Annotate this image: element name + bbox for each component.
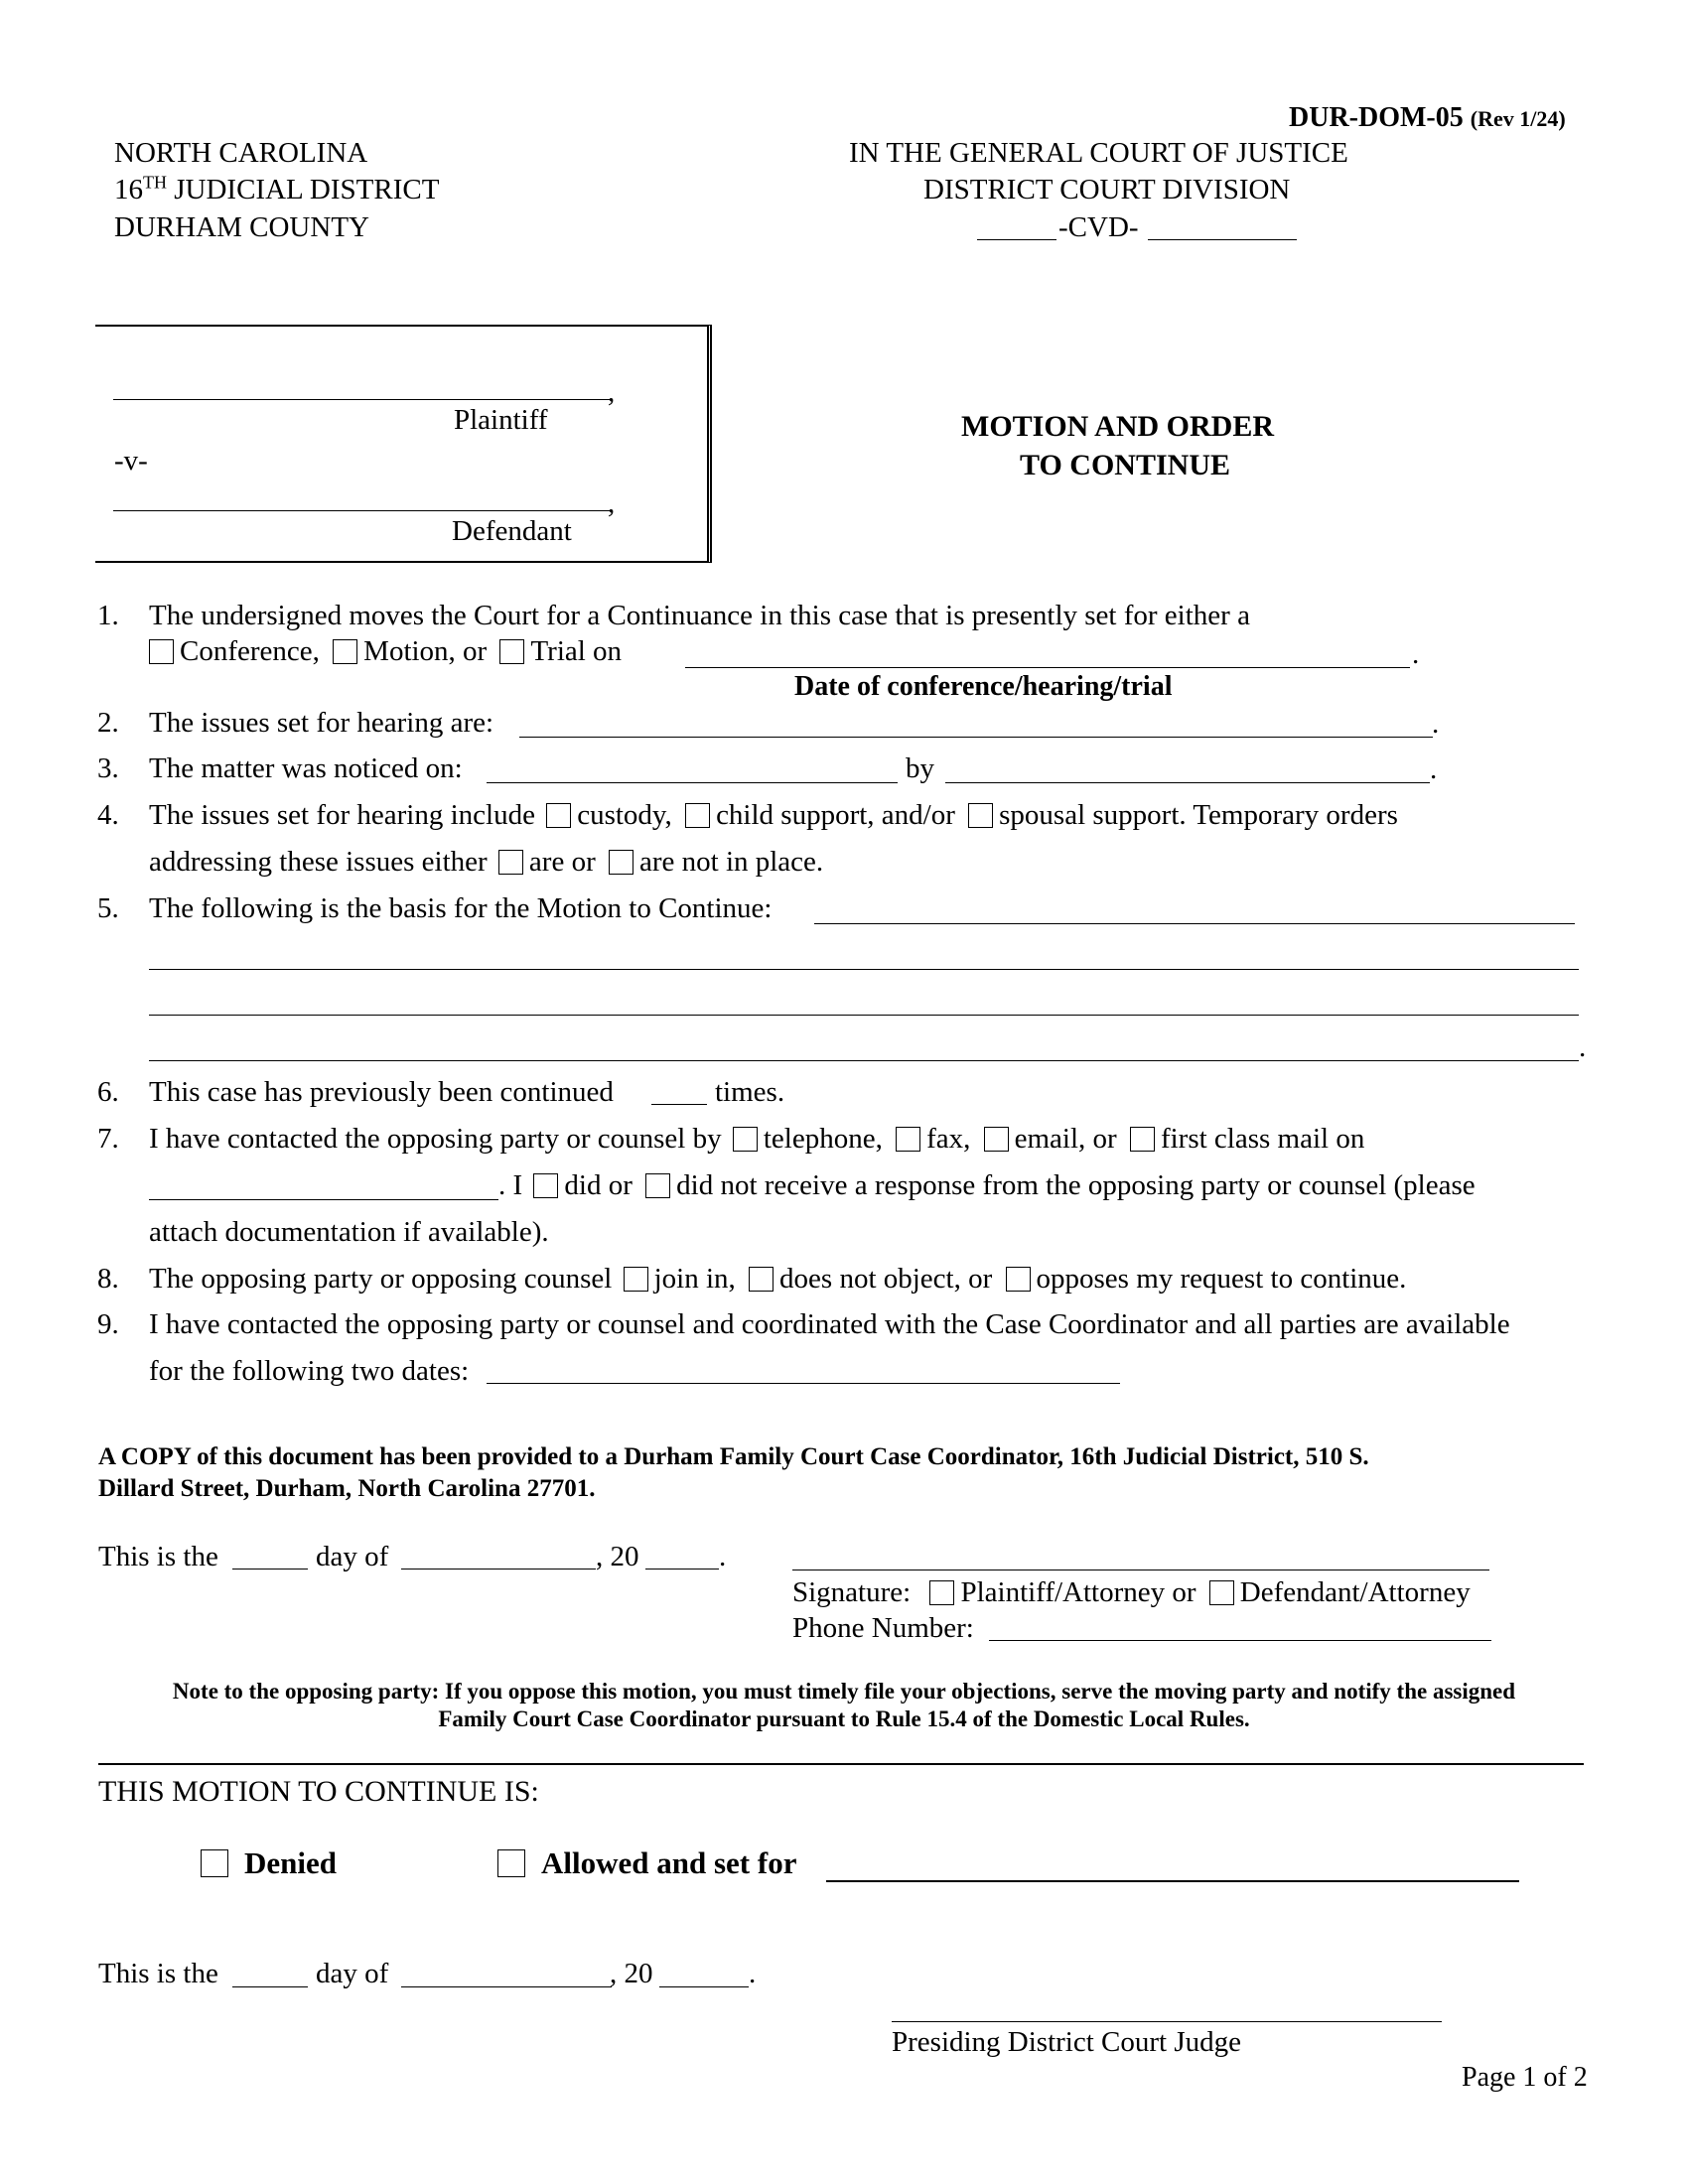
plaintiff-label: Plaintiff — [454, 404, 548, 436]
copy-notice-line1: A COPY of this document has been provided to a Durham Family Court Case Coordinator, 16th Judicial District, 510 S. — [98, 1443, 1369, 1470]
form-id: DUR-DOM-05 (Rev 1/24) — [1289, 102, 1566, 133]
item7-line1: I have contacted the opposing party or counsel by telephone, fax, email, or first class mail on — [149, 1123, 1365, 1155]
allowed-label: Allowed and set for — [541, 1845, 797, 1880]
signature-row: Signature: Plaintiff/Attorney or Defendant/Attorney — [792, 1576, 1471, 1608]
item-number: 4. — [97, 799, 119, 831]
motion-month-line[interactable] — [401, 1569, 596, 1570]
motion-checkbox[interactable] — [333, 639, 357, 664]
versus-label: -v- — [114, 445, 148, 477]
date-caption: Date of conference/hearing/trial — [794, 671, 1173, 702]
noticed-by-line[interactable] — [945, 782, 1430, 783]
denied-label: Denied — [244, 1845, 337, 1880]
item-number: 7. — [97, 1123, 119, 1155]
order-month-line[interactable] — [401, 1986, 612, 1987]
form-title-line1: MOTION AND ORDER — [961, 410, 1275, 443]
caption-comma: , — [608, 376, 616, 408]
item9-line1: I have contacted the opposing party or counsel and coordinated with the Case Coordinator and all parties are available — [149, 1308, 1510, 1340]
order-date-day-of: day of — [316, 1958, 389, 1989]
did-receive-checkbox[interactable] — [533, 1173, 558, 1198]
file-year-line[interactable] — [977, 239, 1056, 240]
defendant-label: Defendant — [452, 515, 572, 547]
available-dates-line[interactable] — [487, 1383, 1120, 1384]
period: . — [749, 1958, 757, 1989]
defendant-name-line[interactable] — [113, 510, 610, 511]
item7-line3: attach documentation if available). — [149, 1216, 549, 1248]
file-number-line[interactable] — [1148, 239, 1297, 240]
court-division: DISTRICT COURT DIVISION — [923, 174, 1291, 205]
county-name: DURHAM COUNTY — [114, 211, 369, 243]
motion-day-line[interactable] — [232, 1569, 308, 1570]
section-divider — [98, 1763, 1584, 1765]
first-class-mail-checkbox[interactable] — [1130, 1127, 1155, 1152]
item-number: 6. — [97, 1076, 119, 1108]
phone-label: Phone Number: — [792, 1612, 974, 1644]
period: . — [1432, 708, 1440, 740]
motion-year-line[interactable] — [645, 1569, 719, 1570]
allowed-checkbox[interactable] — [497, 1849, 525, 1877]
opposes-checkbox[interactable] — [1006, 1267, 1031, 1292]
page-number: Page 1 of 2 — [1462, 2062, 1588, 2093]
orders-in-place-checkbox[interactable] — [498, 850, 523, 875]
motion-date-this-is: This is the — [98, 1541, 218, 1572]
basis-line-3[interactable] — [149, 1015, 1579, 1016]
item1-options: Conference, Motion, or Trial on — [149, 634, 622, 668]
plaintiff-name-line[interactable] — [113, 399, 610, 400]
court-name: IN THE GENERAL COURT OF JUSTICE — [849, 137, 1348, 169]
order-date-this-is: This is the — [98, 1958, 218, 1989]
case-caption-box — [95, 325, 712, 563]
opposing-party-note-line1: Note to the opposing party: If you oppose this motion, you must timely file your objections, serve the moving party and notify the assigned — [172, 1679, 1516, 1704]
defendant-attorney-checkbox[interactable] — [1209, 1580, 1234, 1605]
judge-signature-line[interactable] — [892, 2021, 1442, 2022]
phone-number-line[interactable] — [989, 1640, 1491, 1641]
state-name: NORTH CAROLINA — [114, 137, 368, 169]
telephone-checkbox[interactable] — [733, 1127, 758, 1152]
period: . — [1430, 753, 1438, 785]
item-number: 2. — [97, 707, 119, 739]
judicial-district: 16TH JUDICIAL DISTRICT — [114, 172, 440, 205]
basis-line-2[interactable] — [149, 969, 1579, 970]
order-title: THIS MOTION TO CONTINUE IS: — [98, 1775, 539, 1808]
plaintiff-attorney-checkbox[interactable] — [929, 1580, 954, 1605]
item-number: 3. — [97, 752, 119, 784]
item4-line1: The issues set for hearing include custody, child support, and/or spousal support. Temporary orders — [149, 799, 1398, 831]
denied-checkbox[interactable] — [201, 1849, 228, 1877]
item1-text: The undersigned moves the Court for a Continuance in this case that is presently set for either a — [149, 600, 1250, 631]
does-not-object-checkbox[interactable] — [749, 1267, 774, 1292]
item8-text: The opposing party or opposing counsel join in, does not object, or opposes my request to continue. — [149, 1263, 1407, 1295]
motion-date-day-of: day of — [316, 1541, 389, 1572]
file-type: -CVD- — [1058, 211, 1139, 243]
order-day-line[interactable] — [232, 1986, 308, 1987]
allowed-date-line[interactable] — [826, 1880, 1519, 1882]
period: . — [1412, 638, 1420, 670]
item6-text-b: times. — [715, 1076, 785, 1108]
form-title-line2: TO CONTINUE — [1020, 449, 1230, 481]
did-not-receive-checkbox[interactable] — [645, 1173, 670, 1198]
period: . — [1579, 1031, 1587, 1063]
copy-notice-line2: Dillard Street, Durham, North Carolina 27701. — [98, 1475, 596, 1502]
item3-by: by — [906, 752, 934, 784]
opposing-party-note-line2: Family Court Case Coordinator pursuant to Rule 15.4 of the Domestic Local Rules. — [438, 1706, 1250, 1731]
item4-line2: addressing these issues either are or are not in place. — [149, 846, 824, 878]
item3-text: The matter was noticed on: — [149, 752, 463, 784]
item6-text-a: This case has previously been continued — [149, 1076, 614, 1108]
hearing-date-line[interactable] — [685, 667, 1410, 668]
times-continued-line[interactable] — [651, 1104, 707, 1105]
trial-checkbox[interactable] — [499, 639, 524, 664]
item-number: 5. — [97, 892, 119, 924]
item7-line2: . I did or did not receive a response from the opposing party or counsel (please — [498, 1169, 1476, 1201]
fax-checkbox[interactable] — [896, 1127, 920, 1152]
basis-line-4[interactable] — [149, 1060, 1579, 1061]
conference-checkbox[interactable] — [149, 639, 174, 664]
issues-line[interactable] — [519, 737, 1433, 738]
item-number: 9. — [97, 1308, 119, 1340]
item2-text: The issues set for hearing are: — [149, 707, 494, 739]
order-year-line[interactable] — [659, 1986, 749, 1987]
item5-text: The following is the basis for the Motion to Continue: — [149, 892, 773, 924]
caption-comma: , — [608, 487, 616, 519]
basis-line-1[interactable] — [814, 923, 1575, 924]
form-rev: (Rev 1/24) — [1470, 106, 1566, 131]
custody-checkbox[interactable] — [546, 803, 571, 828]
spousal-support-checkbox[interactable] — [968, 803, 993, 828]
judge-label: Presiding District Court Judge — [892, 2026, 1242, 2058]
contact-date-line[interactable] — [149, 1199, 498, 1200]
item9-line2: for the following two dates: — [149, 1355, 470, 1387]
item-number: 1. — [97, 600, 119, 631]
child-support-checkbox[interactable] — [685, 803, 710, 828]
period: . — [719, 1541, 727, 1572]
motion-date-year: , 20 — [596, 1541, 639, 1572]
orders-not-in-place-checkbox[interactable] — [609, 850, 633, 875]
email-checkbox[interactable] — [984, 1127, 1009, 1152]
item-number: 8. — [97, 1263, 119, 1295]
order-date-year: , 20 — [610, 1958, 653, 1989]
join-in-checkbox[interactable] — [624, 1267, 648, 1292]
noticed-date-line[interactable] — [487, 782, 898, 783]
